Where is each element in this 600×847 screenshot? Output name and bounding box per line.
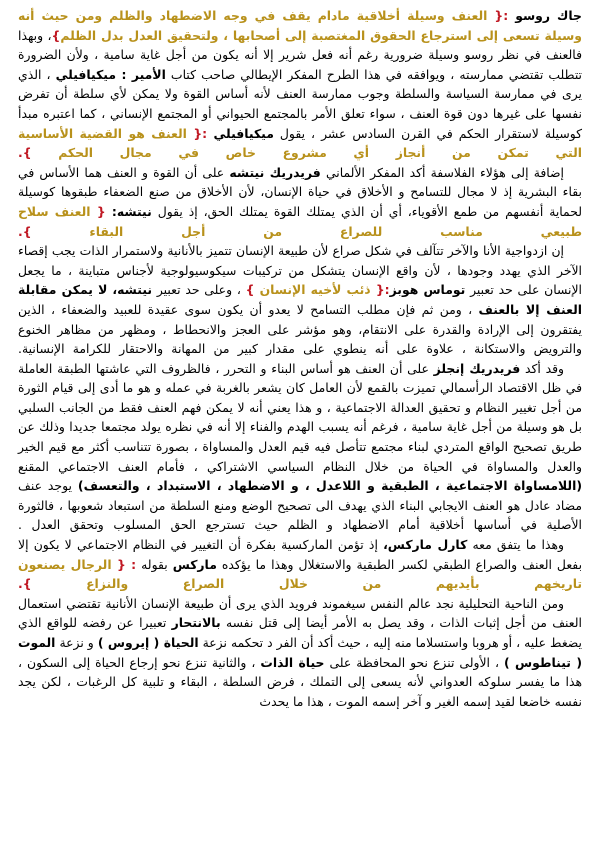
- quote-bracket: }.: [18, 223, 32, 239]
- text-segment: ، الذي يرى في ممارسة السياسة والسلطة وجوب ممارسة العنف لأنه أساس القوة ولا يمكن لأي سلطة أن تفرض نفسها على غيرها دون قوة العنف ، سواء تعلق الأمر بالمجتمع الحيواني أو المجتمع الإنساني ، كما اعتبره مبدأ كوسيلة لاستقرار الحكم في القرن السادس عشر ، يقول: [18, 66, 583, 141]
- text-segment: على أن القوة و العنف هما الأساس في بقاء البشرية إذ لا مجال للتسامح و الأخلاق في حياة الإنسان، لأن الأخلاق من صنع الضعفاء طبقوها كوسيلة لحماية أنفسهم من طمع الأقوياء، أي أن الذي يمتلك القوة يمتلك الحق، إذ يقول: [18, 164, 582, 219]
- text-segment: إن ازدواجية الأنا والآخر تتآلف في شكل صراع لأن طبيعة الإنسان تتميز بالأنانية ولاستمرار الذات يجب إقصاء الآخر الذي يهدد وجودها ، لأن واقع الإنسان يتشكل من تركيبات سيكوسيولوجية لأجناس متباينة ، ما يجعل الإنسان على حد تعبير: [18, 243, 582, 298]
- paragraph-p5-marx: [18, 535, 582, 594]
- quote-bracket: : {: [116, 556, 137, 572]
- text-segment: على أن العنف هو أساس البناء و التحرر ، فالظروف التي عاشتها الطبقة العاملة في ظل الاقتصاد الرأسمالي تميزت بالقمع لأن العامل كان يشعر بالغربة في عمله و هو ما أدى إلى قيام الثورة من أجل تغيير النظام و تحقيق العدالة الاجتماعية ، و هذا يعني أنه لا يمكن فهم العنف فقط من الجانب السلبي بل هو وسيلة من أجل غاية سامية ، فرغم أنه يسبب الهدم والفناء إلا أنه في نظره يولد مجتمعا جديدا وذلك عن طريق تصحيح الواقع المتردي لبناء مجتمع تتأصل فيه قيم العدل والمساواة ، بصورة تتناسب أكثر مع قيم الخير والعدل والمساواة في الحياة من خلال النظام السياسي الاشتراكي ، فأمام العنف الاجتماعي المقنع: [18, 360, 582, 474]
- emphasis-text: بالانتحار: [171, 615, 221, 631]
- quote-bracket: }.: [18, 145, 32, 161]
- paragraph-p1-rousseau: [18, 6, 582, 163]
- emphasis-text: نيتشه:: [111, 203, 152, 219]
- text-segment: وهذا ما يتفق معه: [467, 537, 564, 553]
- quotation-text: العنف سلاح طبيعي مناسب للصراع من أجل البقاء: [18, 203, 582, 239]
- emphasis-text: الأمير : ميكيافيلي: [55, 66, 166, 82]
- text-segment: يوجد عنف مضاد عادل هو العنف الايجابي البناء الذي يهدف الى تصحيح الوضع ومنع السلطة من استبعاد شعوبها ، فالثورة الأصلية في أساسها أخلاقية أمام الاضطهاد و الظلم حيث تسترجع الحق المسلوب وتحقق العدل .: [18, 478, 582, 533]
- emphasis-text: نيتشه، لا يمكن مقابلة العنف إلا بالعنف: [18, 282, 582, 317]
- emphasis-text: ميكيافيلي: [213, 125, 274, 141]
- paragraph-p3-hobbes: [18, 241, 582, 359]
- paragraph-p6-freud: [18, 594, 582, 712]
- text-segment: بقوله: [136, 556, 173, 572]
- paragraph-p2-nietzsche: [18, 163, 582, 241]
- text-segment: وقد أكد: [520, 360, 564, 376]
- text-segment: ، الأولى تنزع نحو المحافظة على: [324, 654, 504, 670]
- philosopher-name: جاك روسو: [515, 8, 582, 23]
- emphasis-text: فريدريك نيتشه: [229, 164, 321, 180]
- text-segment: إذ تؤمن الماركسية بفكرة أن التغيير في النظام الاجتماعي لا يكون إلا بفعل العنف والصراع الطبقي لكسر الطبقية والاستغلال وهذا ما يؤكده: [18, 537, 583, 572]
- quotation-text: الرجال يصنعون تاريخهم بأيديهم من خلال الصراع والنزاع: [18, 556, 582, 592]
- quote-bracket: :{: [375, 282, 390, 298]
- quote-bracket: }.: [18, 576, 32, 592]
- emphasis-text: كارل ماركس،: [383, 537, 468, 553]
- emphasis-text: (اللامساواة الاجتماعية ، الطبقية و اللاعدل ، و الاضطهاد ، الاستبداد ، والتعسف): [77, 478, 582, 494]
- quotation-text: العنف هو القضية الأساسية التي تمكن من أنجاز أي مشروع خاص في مجال الحكم: [18, 125, 582, 161]
- emphasis-text: ماركس: [172, 556, 217, 572]
- emphasis-text: توماس هوبز: [389, 282, 466, 298]
- text-segment: ، والثانية تنزع نحو إرجاع الحياة إلى السكون ، هذا ما يفسر سلوكه العدواني لأنه يسعى إلى التملك ، فرض السلطة ، البقاء و تلبية كل الرغبات ، لكن يجد نفسه خاضعا لقيد إسمه الغير و آخر إسمه الموت ، هذا ما يحدث: [18, 654, 582, 709]
- quote-bracket: {: [96, 203, 112, 219]
- quote-bracket: }: [245, 282, 255, 298]
- emphasis-text: فريدريك إنجلز: [433, 360, 521, 376]
- text-segment: ، ومن ثم فإن مطلب التسامح لا يعدو أن يكون سوى عقيدة للعبيد والضعفاء ، الذين يفتقرون إلى الإرادة والقدرة على الانتقام، وهو مؤشر على العجز والانحطاط ، ومظهر من مظاهر الخنوع والترويض والاستكانة ، علاوة على أنه ينطوي على مقدار كبير من المهانة والاحتقار للكرامة الإنسانية.: [18, 301, 582, 357]
- quotation-text: العنف وسيلة أخلاقية مادام يقف في وجه الاضطهاد والظلم ومن حيث أنه وسيلة تسعى إلى استرجاع الحقوق المغتصبة إلى أصحابها ، ولتحقيق العدل بدل الظلم: [18, 8, 582, 43]
- quote-bracket: }: [51, 27, 61, 43]
- text-segment: ، وعلى حد تعبير: [152, 282, 246, 298]
- quote-bracket: :{: [494, 8, 516, 23]
- emphasis-text: الموت ( تيناطوس ): [18, 635, 582, 670]
- text-segment: تعبيرا عن رفضه للواقع الذي يضغط عليه ، أو هروبا واستسلاما منه إليه ، حيث أكد أن الفر د تحكمه نزعة: [18, 615, 582, 650]
- quote-bracket: :{: [193, 125, 214, 141]
- text-segment: إضافة إلى هؤلاء الفلاسفة أكد المفكر الألماني: [320, 164, 565, 180]
- paragraph-p4-engels: [18, 359, 582, 535]
- text-segment: ، وبهذا فالعنف في نظر روسو وسيلة ضرورية رغم أنه فعل شرير إلا أنه يكون من أجل غاية سامية ، ولأن الضرورة تتطلب تقتضي ممارسته ، ويوافقه في هذا الطرح المفكر الإيطالي صاحب كتاب: [18, 27, 583, 82]
- emphasis-text: حياة الذات: [260, 654, 325, 670]
- text-segment: ومن الناحية التحليلية نجد عالم النفس سيغموند فرويد الذي يرى أن طبيعة الإنسان الأنانية تقتضي استعمال العنف من أجل إثبات الذات ، وقد يصل به الأمر أيضا إلى قتل نفسه: [18, 595, 582, 631]
- emphasis-text: الحياة ( إيروس ): [97, 635, 199, 650]
- quotation-text: ذئب لأخيه الإنسان: [254, 282, 376, 298]
- document-body: [18, 6, 582, 711]
- text-segment: و نزعة: [55, 635, 98, 650]
